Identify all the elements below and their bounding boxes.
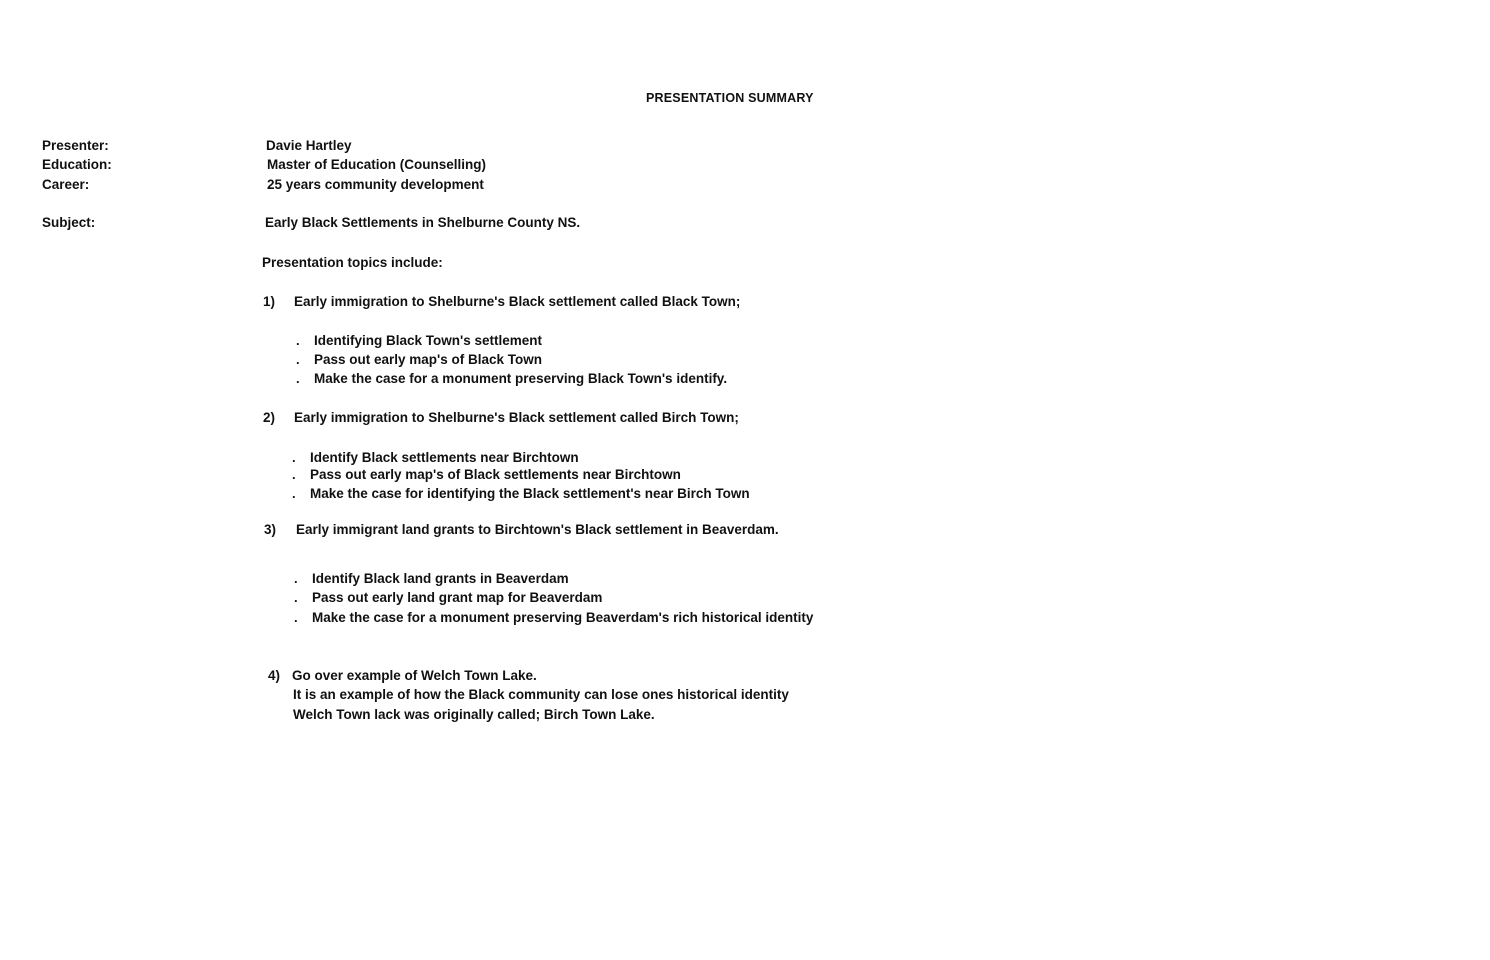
topic-line: It is an example of how the Black community can lose ones historical identity [293, 687, 789, 702]
bullet-dot: . [294, 590, 298, 605]
bullet-dot: . [292, 486, 296, 501]
topic-item: Identify Black land grants in Beaverdam [312, 571, 569, 586]
bullet-dot: . [292, 467, 296, 482]
bullet-dot: . [296, 371, 300, 386]
bullet-dot: . [294, 610, 298, 625]
subject-value: Early Black Settlements in Shelburne County NS. [265, 215, 581, 230]
topic-item: Make the case for a monument preserving Black Town's identify. [314, 371, 728, 386]
bullet-dot: . [294, 571, 298, 586]
bullet-dot: . [296, 333, 300, 348]
bullet-dot: . [292, 450, 296, 465]
subject-label: Subject: [42, 215, 96, 230]
topic-heading: Early immigrant land grants to Birchtown's Black settlement in Beaverdam. [296, 522, 779, 537]
career-value: 25 years community development [267, 177, 484, 192]
topic-number: 2) [263, 410, 276, 425]
career-label: Career: [42, 177, 90, 192]
topic-item: Pass out early land grant map for Beaverdam [312, 590, 603, 605]
topic-item: Identify Black settlements near Birchtown [310, 450, 579, 465]
topic-item: Pass out early map's of Black settlements near Birchtown [310, 467, 681, 482]
topic-heading: Early immigration to Shelburne's Black settlement called Birch Town; [294, 410, 739, 425]
education-value: Master of Education (Counselling) [267, 157, 487, 172]
education-label: Education: [42, 157, 112, 172]
presenter-label: Presenter: [42, 138, 109, 153]
topic-item: Pass out early map's of Black Town [314, 352, 543, 367]
page-title: PRESENTATION SUMMARY [646, 91, 814, 105]
topic-item: Make the case for a monument preserving Beaverdam's rich historical identity [312, 610, 814, 625]
topic-number: 4) [268, 668, 281, 683]
bullet-dot: . [296, 352, 300, 367]
topic-number: 3) [264, 522, 277, 537]
topics-intro: Presentation topics include: [262, 255, 443, 270]
presenter-value: Davie Hartley [266, 138, 352, 153]
topic-heading: Go over example of Welch Town Lake. [292, 668, 537, 683]
topic-number: 1) [263, 294, 276, 309]
topic-item: Identifying Black Town's settlement [314, 333, 542, 348]
topic-item: Make the case for identifying the Black settlement's near Birch Town [310, 486, 750, 501]
topic-line: Welch Town lack was originally called; Birch Town Lake. [293, 707, 655, 722]
topic-heading: Early immigration to Shelburne's Black settlement called Black Town; [294, 294, 741, 309]
